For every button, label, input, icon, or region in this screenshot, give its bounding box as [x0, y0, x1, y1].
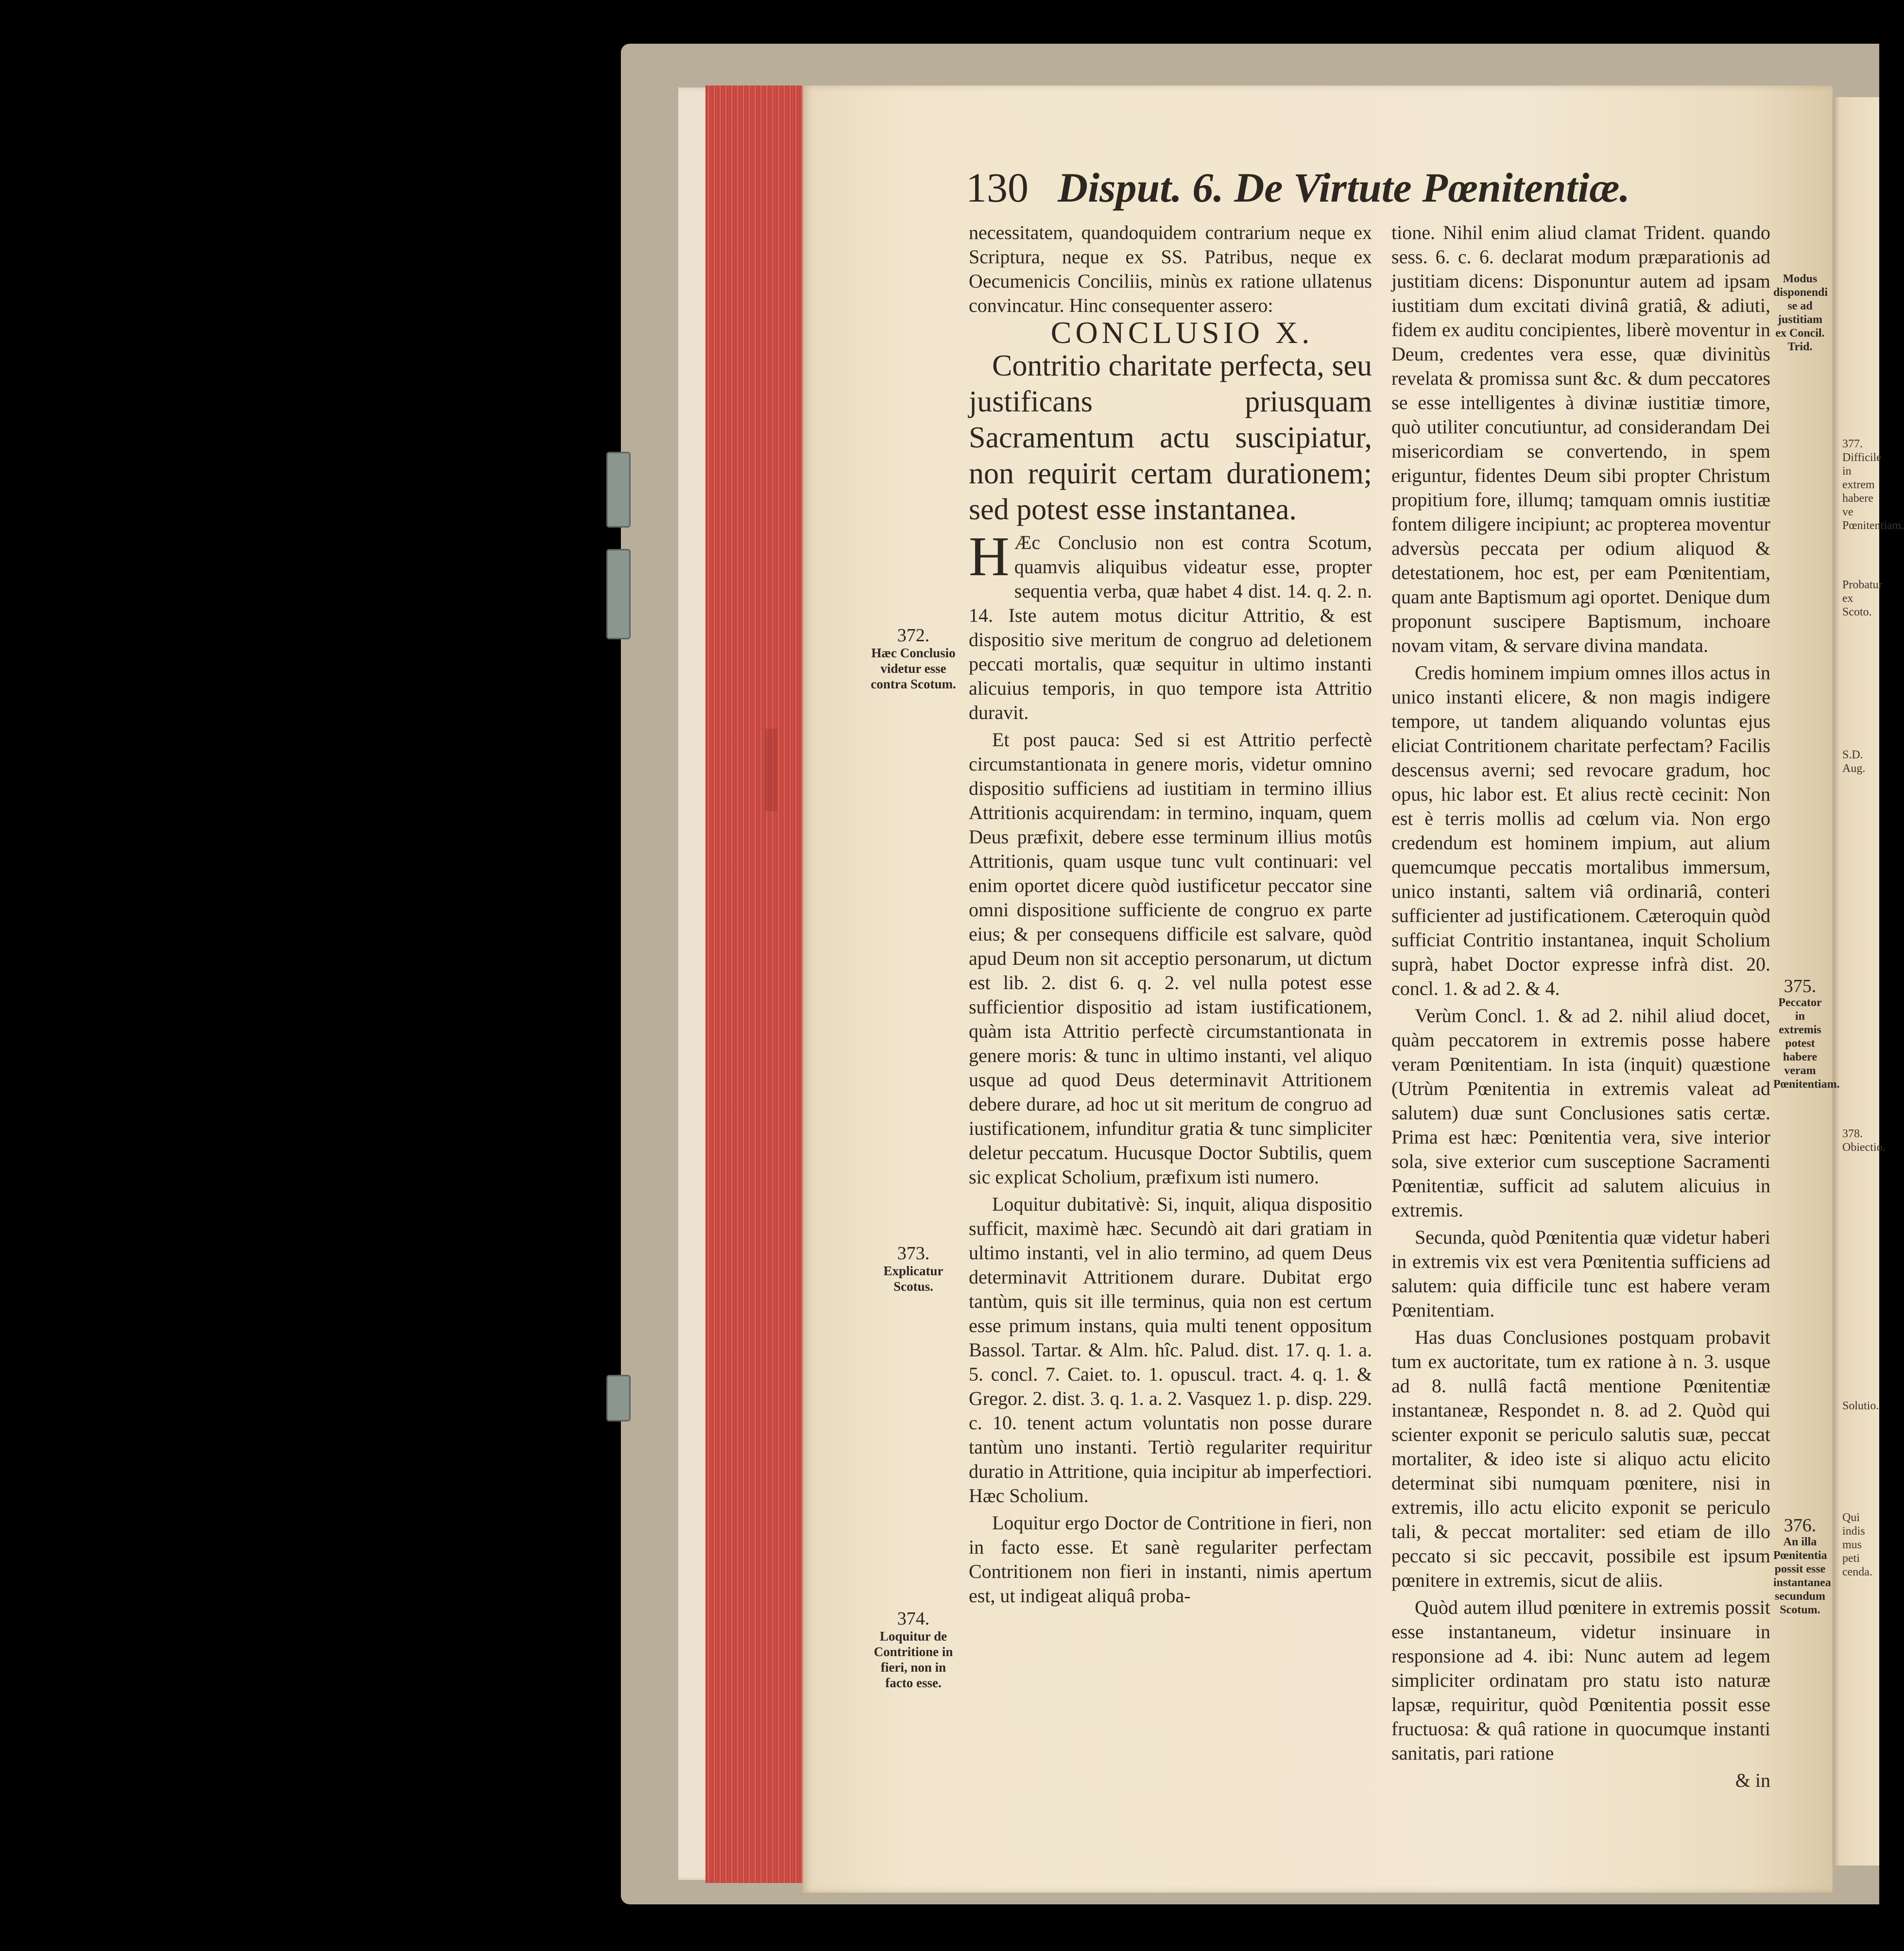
left-column — [969, 221, 1372, 1611]
red-sprinkled-edge — [705, 86, 803, 1883]
paragraph-372-text: Æc Conclusio non est contra Scotum, quamvis aliquibus videatur esse, propter sequentia verba, quæ habet 4 dist. 14. q. 2. n. 14. Iste autem motus dicitur Attritio, & est dispositio sive meritum de congruo ad deletionem peccati mortalis, quæ sequitur in ultimo instanti alicuius temporis, in quo tempore ista Attritio duravit. — [969, 531, 1372, 723]
clasp-bottom — [606, 1375, 631, 1421]
page-number: 130 — [966, 164, 1029, 211]
margin-text-modus: Modus disponendi se ad justitiam ex Concil. Trid. — [1773, 273, 1828, 353]
margin-text-376: An illa Pœnitentia possit esse instantanea secundum Scotum. — [1773, 1536, 1831, 1616]
margin-number-373: 373. — [897, 1243, 930, 1264]
running-head — [966, 163, 1772, 217]
paragraph-376: Quòd autem illud pœnitere in extremis possit esse instantaneum, videtur insinuare in responsione ad 4. ibi: Nunc autem ad legem simpliciter ordinatam pro statu isto naturæ lapsæ, requiritur, quòd Pœnitentia possit esse fructuosa: & quâ ratione in quocumque instanti sanitatis, pari ratione — [1391, 1596, 1770, 1764]
margin-text-372: Hæc Conclusio videtur esse contra Scotum. — [871, 646, 956, 691]
margin-text-375: Peccator in extremis potest habere veram Pœnitentiam. — [1773, 996, 1840, 1091]
catchword: & in — [1735, 1769, 1770, 1791]
facing-note-377: 377. Difficile in extrem habere ve Pœnitentiam. — [1842, 438, 1904, 532]
margin-note-373 — [870, 1244, 957, 1294]
conclusio-title: CONCLUSIO X. — [1050, 315, 1314, 350]
margin-number-374: 374. — [897, 1609, 930, 1629]
margin-note-372 — [870, 626, 957, 692]
paragraph-credis: Credis hominem impium omnes illos actus in unico instanti elicere, & non magis indigere tempore, ut tandem aliquando voluntas ejus eliciat Contritionem charitate perfectam? Facilis descensus averni; sed revocare gradum, hoc opus, hic labor est. Et alius rectè cecinit: Non est è terris mollis ad cœlum via. Non ergo credendum est hominem impium, aut alium quemcumque peccatis mortalibus immersum, unico instanti, saltem viâ ordinariâ, conteri sufficienter ad justificationem. Cæteroquin quòd sufficiat Contritio instantanea, inquit Scholium suprà, habet Doctor expresse infrà dist. 20. concl. 1. & ad 2. & 4. — [1391, 662, 1770, 999]
intro-paragraph: necessitatem, quandoquidem contrarium neque ex Scriptura, neque ex SS. Patribus, neque ex Oecumenicis Conciliis, minùs ex ratione ullatenus convincatur. Hinc consequenter assero: — [969, 222, 1372, 316]
margin-text-374: Loquitur de Contritione in fieri, non in facto esse. — [874, 1629, 953, 1690]
clasp-top — [606, 452, 631, 528]
clasp-middle — [606, 549, 631, 639]
margin-note-375 — [1773, 976, 1840, 1091]
facing-note-qui: Qui indis mus peti cenda. — [1842, 1511, 1872, 1578]
margin-number-376: 376. — [1784, 1515, 1817, 1536]
margin-text-373: Explicatur Scotus. — [883, 1264, 943, 1294]
paragraph-374: Loquitur ergo Doctor de Contritione in fieri, non in facto esse. Et sanè regulariter perfectam Contritionem non fieri in instanti, nimis apertum est, ut indigeat aliquâ proba- — [969, 1512, 1372, 1607]
margin-note-modus — [1773, 272, 1827, 354]
paragraph-tione: tione. Nihil enim aliud clamat Trident. quando sess. 6. c. 6. declarat modum præparationis ad justitiam dicens: Disponuntur autem ad ipsam iustitiam dum excitati divinâ gratiâ, & adiuti, fidem ex auditu concipientes, liberè moventur in Deum, credentes vera esse, quæ divinitùs revelata & promissa sunt &c. & dum peccatores se esse intelligentes à divinæ iustitiæ timore, quò utiliter concutiuntur, ad considerandam Dei misericordiam se convertendo, in spem eriguntur, fidentes Deum sibi propter Christum propitium fore, illumq; tamquam omnis iustitiæ fontem diligere incipiunt; ac propterea moventur adversùs peccata per odium aliquod & detestationem, hoc est, per eam Pœnitentiam, quam ante Baptismum agi oportet. Denique dum proponunt suscipere Baptismum, inchoare novam vitam, & servare divina mandata. — [1391, 222, 1770, 656]
margin-note-374 — [870, 1609, 957, 1691]
running-title: Disput. 6. De Virtute Pœnitentiæ. — [1058, 164, 1630, 211]
drop-cap: H — [969, 526, 1010, 588]
facing-note-probatur: Probatur ex Scoto. — [1842, 579, 1883, 618]
margin-number-372: 372. — [897, 625, 930, 646]
paragraph-375: Verùm Concl. 1. & ad 2. nihil aliud docet, quàm peccatorem in extremis posse habere veram Pœnitentiam. In ista (inquit) quæstione (Utrùm Pœnitentia in extremis valeat ad salutem) duæ sunt Conclusiones satis certæ. Prima est hæc: Pœnitentia vera, sive interior sola, sive exterior cum susceptione Sacramenti Pœnitentiæ, sufficit ad salutem alicuius in extremis. — [1391, 1005, 1770, 1221]
paragraph-et-post: Et post pauca: Sed si est Attritio perfectè circumstantionata in genere moris, videtur omnino dispositio sufficiens ad iustitiam in termino illius Attritionis acquirendam: in termino, inquam, quem Deus præfixit, debere esse terminum illius motûs Attritionis, quam usque tunc vult continuari: vel enim oportet dicere quòd iustificetur peccator sine omni dispositione sufficiente de congruo ex parte eius; & per consequens difficile est salvare, quòd apud Deum non sit acceptio personarum, ut dictum est lib. 2. dist 6. q. 2. vel nulla potest esse sufficientior dispositio ad istam iustificationem, quàm ista Attritio perfectè circumstantionata in genere moris: & tunc in ultimo instanti, vel aliquo usque ad quod Deus determinavit Attritionem debere durare, ad hoc ut sit meritum de congruo ad iustificationem, infunditur gratia & tunc simpliciter deletur peccatum. Hucusque Doctor Subtilis, quem sic explicat Scholium, præfixum isti numero. — [969, 729, 1372, 1188]
paragraph-has: Has duas Conclusiones postquam probavit tum ex auctoritate, tum ex ratione à n. 3. usque ad 8. nullâ factâ mentione Pœnitentiæ instantaneæ, Respondet n. 8. ad 2. Quòd qui scienter exponit se periculo salutis suæ, peccat mortaliter, & ideo iste si aliquo actu elicito determinat sibi numquam pœnitere, nisi in extremis, illo actu elicito exponit se periculo tali, & peccat mortaliter: sed etiam de illo peccato si sic peccavit, possibile est ipsum pœnitere in extremis, sicut de aliis. — [1391, 1326, 1770, 1591]
conclusio-text: Contritio charitate perfecta, seu justificans priusquam Sacramentum actu suscipiatur, non requirit certam durationem; sed potest esse instantanea. — [969, 349, 1372, 526]
paragraph-373: Loquitur dubitativè: Si, inquit, aliqua dispositio sufficit, maximè hæc. Secundò ait dari gratiam in ultimo instanti, vel in alio termino, ad quem Deus determinavit Attritionem durare. Dubitat ergo tantùm, quis sit ille terminus, quia non est certum esse primum instans, quia multi tenent oppositum Bassol. Tartar. & Alm. hîc. Palud. dist. 17. q. 1. a. 5. concl. 7. Caiet. to. 1. opuscul. tract. 4. q. 1. & Gregor. 2. dist. 3. q. 1. a. 2. Vasquez 1. p. disp. 229. c. 10. tenent actum voluntatis non posse durare tantùm uno instanti. Tertiò regulariter requiritur duratio in Attritione, quia incipitur ab imperfectiori. Hæc Scholium. — [969, 1193, 1372, 1506]
margin-number-375: 375. — [1784, 976, 1817, 996]
right-column — [1391, 221, 1770, 1796]
facing-note-378: 378. Obiectio. — [1842, 1128, 1886, 1154]
page-stain — [765, 729, 777, 811]
facing-page-strip — [1827, 97, 1904, 1865]
paragraph-372 — [969, 526, 1372, 725]
margin-note-376 — [1773, 1515, 1831, 1617]
facing-note-aug: S.D. Aug. — [1842, 749, 1866, 775]
facing-note-solutio: Solutio. — [1842, 1400, 1879, 1412]
paragraph-secunda: Secunda, quòd Pœnitentia quæ videtur haberi in extremis vix est vera Pœnitentia sufficiens ad salutem: quia difficile tunc est habere veram Pœnitentiam. — [1391, 1226, 1770, 1321]
